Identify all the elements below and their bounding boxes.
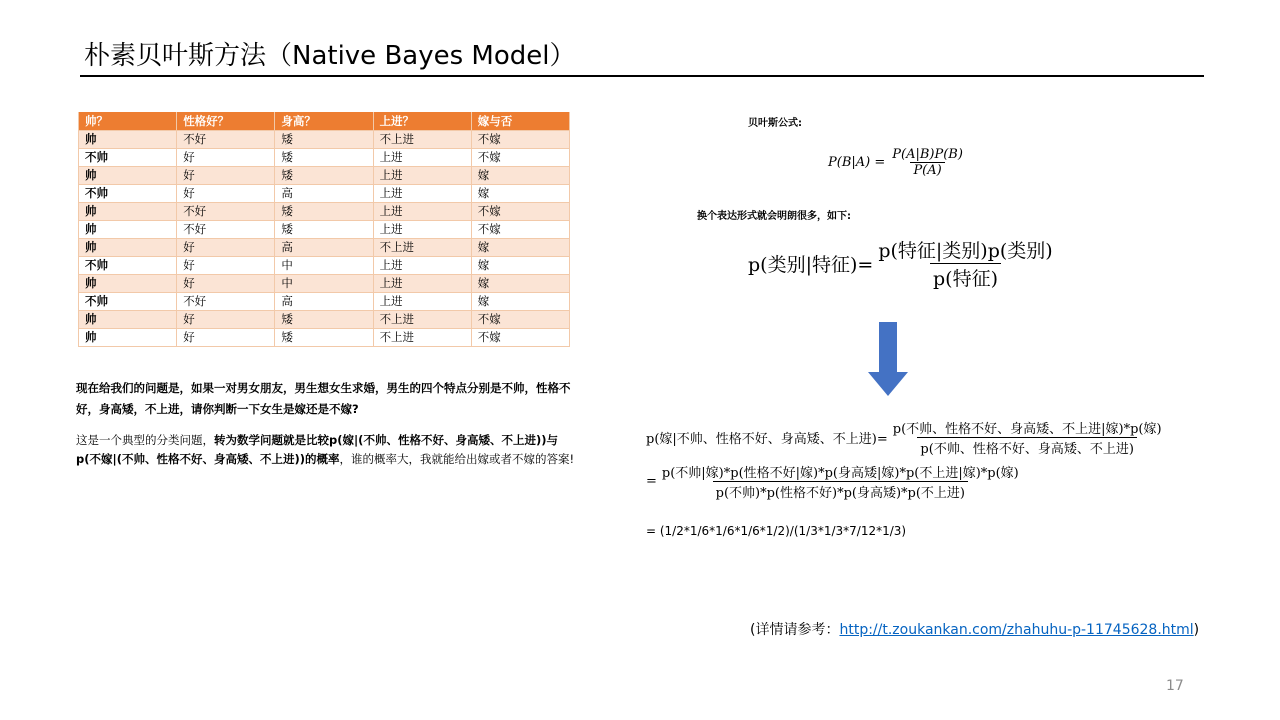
marry-formula-lhs: p(嫁|不帅、性格不好、身高矮、不上进)= xyxy=(646,432,888,447)
title-divider xyxy=(80,75,1204,77)
table-cell xyxy=(373,329,471,347)
bayes-formula-lhs: P(B|A) = xyxy=(828,155,886,170)
table-cell xyxy=(79,221,177,239)
table-cell-text: 上进 xyxy=(379,168,403,182)
table-cell-text: 上进 xyxy=(379,222,403,236)
table-cell xyxy=(79,167,177,185)
header-handsome: 帅？ xyxy=(79,112,177,131)
table-cell xyxy=(177,203,275,221)
table-cell-text: 不帅 xyxy=(85,258,108,272)
reference-note xyxy=(750,619,1199,639)
analysis-part-2: 转为数学问题就是比较p(嫁|(不帅、性格不好、身高矮、不上进))与p(不嫁|(不帅、性格不好、身高矮、不上进))的概率 xyxy=(76,433,558,466)
table-cell xyxy=(471,131,569,149)
table-cell xyxy=(79,293,177,311)
table-cell-text: 好 xyxy=(183,186,195,200)
table-cell-text: 嫁 xyxy=(477,186,490,200)
table-cell xyxy=(275,185,373,203)
page-number: 17 xyxy=(1166,678,1184,694)
expanded-formula-lhs: = xyxy=(646,474,657,489)
table-cell xyxy=(373,203,471,221)
reference-link[interactable]: http://t.zoukankan.com/zhahuhu-p-11745628.html xyxy=(839,622,1194,638)
bayes-formula xyxy=(828,147,966,178)
table-cell xyxy=(471,239,569,257)
table-cell xyxy=(275,167,373,185)
table-cell xyxy=(177,185,275,203)
table-cell xyxy=(79,329,177,347)
table-cell-text: 中 xyxy=(281,276,293,290)
table-cell-text: 帅 xyxy=(85,312,97,326)
table-cell-text: 矮 xyxy=(281,168,293,182)
table-cell-text: 矮 xyxy=(281,150,293,164)
table-cell-text: 不上进 xyxy=(379,132,415,146)
table-cell xyxy=(373,149,471,167)
table-cell-text: 帅 xyxy=(85,204,97,218)
table-cell xyxy=(471,221,569,239)
table-cell-text: 帅 xyxy=(85,132,97,146)
table-cell-text: 高 xyxy=(281,294,293,308)
table-cell xyxy=(471,257,569,275)
question-text: 现在给我们的问题是，如果一对男女朋友，男生想女生求婚，男生的四个特点分别是不帅，性格不好，身高矮，不上进，请你判断一下女生是嫁还是不嫁? xyxy=(76,381,571,416)
table-row xyxy=(79,185,570,203)
table-cell-text: 上进 xyxy=(379,204,403,218)
table-cell-text: 嫁 xyxy=(477,276,490,290)
table-cell-text: 不上进 xyxy=(379,240,415,254)
analysis-text xyxy=(76,431,576,469)
marry-formula-numerator: p(不帅、性格不好、身高矮、不上进|嫁)*p(嫁) xyxy=(892,422,1162,437)
class-feature-formula xyxy=(748,236,1056,291)
table-cell xyxy=(373,275,471,293)
table-cell-text: 不嫁 xyxy=(477,330,501,344)
table-cell xyxy=(471,203,569,221)
table-cell xyxy=(471,329,569,347)
table-cell-text: 帅 xyxy=(85,330,97,344)
table-row xyxy=(79,311,570,329)
table-cell xyxy=(79,203,177,221)
table-row xyxy=(79,239,570,257)
bayes-formula-numerator: P(A|B)P(B) xyxy=(892,147,963,162)
header-marry: 嫁与否 xyxy=(471,112,569,131)
bayes-formula-denominator: P(A) xyxy=(910,162,944,178)
table-cell xyxy=(79,257,177,275)
table-cell-text: 帅 xyxy=(85,222,97,236)
class-feature-fraction xyxy=(875,236,1055,291)
table-cell xyxy=(373,131,471,149)
table-cell xyxy=(275,239,373,257)
slide-title: 朴素贝叶斯方法（Native Bayes Model） xyxy=(84,41,576,71)
table-cell-text: 不好 xyxy=(183,222,207,236)
table-cell-text: 不上进 xyxy=(379,330,415,344)
arrow-head xyxy=(868,372,908,396)
table-cell xyxy=(373,257,471,275)
table-cell-text: 好 xyxy=(183,240,195,254)
restate-label: 换个表达形式就会明朗很多，如下: xyxy=(697,211,851,222)
table-row xyxy=(79,149,570,167)
table-cell-text: 不嫁 xyxy=(477,222,501,236)
table-cell xyxy=(373,293,471,311)
table-cell xyxy=(79,131,177,149)
expanded-formula-numerator: p(不帅|嫁)*p(性格不好|嫁)*p(身高矮|嫁)*p(不上进|嫁)*p(嫁) xyxy=(661,466,1019,481)
table-cell-text: 不上进 xyxy=(379,312,415,326)
marry-formula-fraction xyxy=(890,418,1165,457)
dating-data-table xyxy=(78,112,570,347)
expanded-formula-denominator: p(不帅)*p(性格不好)*p(身高矮)*p(不上进) xyxy=(713,481,968,501)
arrow-shaft xyxy=(879,322,897,372)
header-height: 身高？ xyxy=(275,112,373,131)
table-cell-text: 好 xyxy=(183,312,195,326)
table-cell-text: 帅 xyxy=(85,168,97,182)
table-row xyxy=(79,131,570,149)
table-cell xyxy=(177,329,275,347)
table-cell-text: 中 xyxy=(281,258,293,272)
table-cell-text: 嫁 xyxy=(477,294,490,308)
table-cell-text: 好 xyxy=(183,330,195,344)
table-cell xyxy=(275,149,373,167)
table-cell-text: 上进 xyxy=(379,150,403,164)
class-feature-lhs: p(类别|特征)= xyxy=(748,254,874,276)
table-cell-text: 矮 xyxy=(281,222,293,236)
table-row xyxy=(79,221,570,239)
table-cell-text: 矮 xyxy=(281,312,293,326)
table-cell-text: 嫁 xyxy=(477,258,490,272)
table-cell-text: 不帅 xyxy=(85,186,108,200)
analysis-part-1: 这是一个典型的分类问题， xyxy=(76,433,214,447)
bayes-formula-label: 贝叶斯公式: xyxy=(748,118,802,129)
table-cell-text: 不帅 xyxy=(85,294,108,308)
table-cell xyxy=(373,239,471,257)
header-personality: 性格好？ xyxy=(177,112,275,131)
analysis-part-3: ，谁的概率大，我就能给出嫁或者不嫁的答案! xyxy=(339,452,575,466)
table-cell-text: 嫁 xyxy=(477,168,490,182)
table-cell xyxy=(275,203,373,221)
table-cell-text: 高 xyxy=(281,240,293,254)
table-cell xyxy=(275,311,373,329)
table-cell xyxy=(275,293,373,311)
table-cell xyxy=(471,275,569,293)
marry-formula xyxy=(646,418,1165,457)
header-ambition: 上进？ xyxy=(373,112,471,131)
marry-formula-denominator: p(不帅、性格不好、身高矮、不上进) xyxy=(917,437,1136,457)
expanded-formula xyxy=(646,462,1022,501)
table-row xyxy=(79,203,570,221)
table-row xyxy=(79,167,570,185)
table-cell-text: 上进 xyxy=(379,276,403,290)
table-cell-text: 不好 xyxy=(183,132,207,146)
table-cell xyxy=(373,185,471,203)
table-cell-text: 不嫁 xyxy=(477,132,501,146)
table-cell xyxy=(177,311,275,329)
class-feature-denominator: p(特征) xyxy=(930,263,1001,291)
table-cell xyxy=(79,239,177,257)
table-row xyxy=(79,275,570,293)
reference-prefix: (详情请参考： xyxy=(750,622,840,638)
table-cell xyxy=(79,185,177,203)
table-cell-text: 上进 xyxy=(379,258,403,272)
table-cell xyxy=(177,257,275,275)
down-arrow-icon xyxy=(868,322,908,396)
table-cell-text: 好 xyxy=(183,150,195,164)
table-cell xyxy=(275,275,373,293)
table-cell xyxy=(373,311,471,329)
table-cell xyxy=(275,329,373,347)
table-cell xyxy=(79,149,177,167)
table-cell-text: 矮 xyxy=(281,204,293,218)
table-cell xyxy=(471,185,569,203)
table-cell-text: 不嫁 xyxy=(477,204,501,218)
bayes-formula-fraction xyxy=(889,147,966,178)
table-row xyxy=(79,293,570,311)
table-cell-text: 帅 xyxy=(85,240,97,254)
table-cell xyxy=(177,221,275,239)
table-cell xyxy=(471,311,569,329)
table-cell-text: 嫁 xyxy=(477,240,490,254)
numeric-formula: = (1/2*1/6*1/6*1/6*1/2)/(1/3*1/3*7/12*1/3) xyxy=(646,524,907,538)
table-cell-text: 不嫁 xyxy=(477,150,501,164)
table-cell-text: 不帅 xyxy=(85,150,108,164)
table-row xyxy=(79,329,570,347)
table-cell-text: 矮 xyxy=(281,132,293,146)
table-cell-text: 矮 xyxy=(281,330,293,344)
table-cell-text: 高 xyxy=(281,186,293,200)
table-cell-text: 上进 xyxy=(379,294,403,308)
table-cell xyxy=(177,293,275,311)
table-cell-text: 不嫁 xyxy=(477,312,501,326)
table-header-row xyxy=(79,112,570,131)
reference-suffix: ) xyxy=(1193,622,1200,638)
table-row xyxy=(79,257,570,275)
table-cell xyxy=(79,311,177,329)
table-cell xyxy=(275,131,373,149)
table-cell xyxy=(373,221,471,239)
table-cell xyxy=(177,239,275,257)
table-cell xyxy=(471,149,569,167)
table-cell-text: 好 xyxy=(183,168,195,182)
table-cell xyxy=(471,293,569,311)
class-feature-numerator: p(特征|类别)p(类别) xyxy=(878,240,1053,262)
table-cell xyxy=(177,149,275,167)
table-cell-text: 帅 xyxy=(85,276,97,290)
table-cell xyxy=(79,275,177,293)
table-cell xyxy=(177,167,275,185)
table-cell xyxy=(275,257,373,275)
table-cell xyxy=(177,275,275,293)
table-cell xyxy=(177,131,275,149)
table-cell xyxy=(373,167,471,185)
table-cell-text: 上进 xyxy=(379,186,403,200)
table-body xyxy=(79,131,570,347)
expanded-formula-fraction xyxy=(659,462,1022,501)
table-cell-text: 好 xyxy=(183,258,195,272)
table-cell-text: 不好 xyxy=(183,204,207,218)
table-cell-text: 好 xyxy=(183,276,195,290)
table-cell xyxy=(471,167,569,185)
table-cell-text: 不好 xyxy=(183,294,207,308)
table-cell xyxy=(275,221,373,239)
